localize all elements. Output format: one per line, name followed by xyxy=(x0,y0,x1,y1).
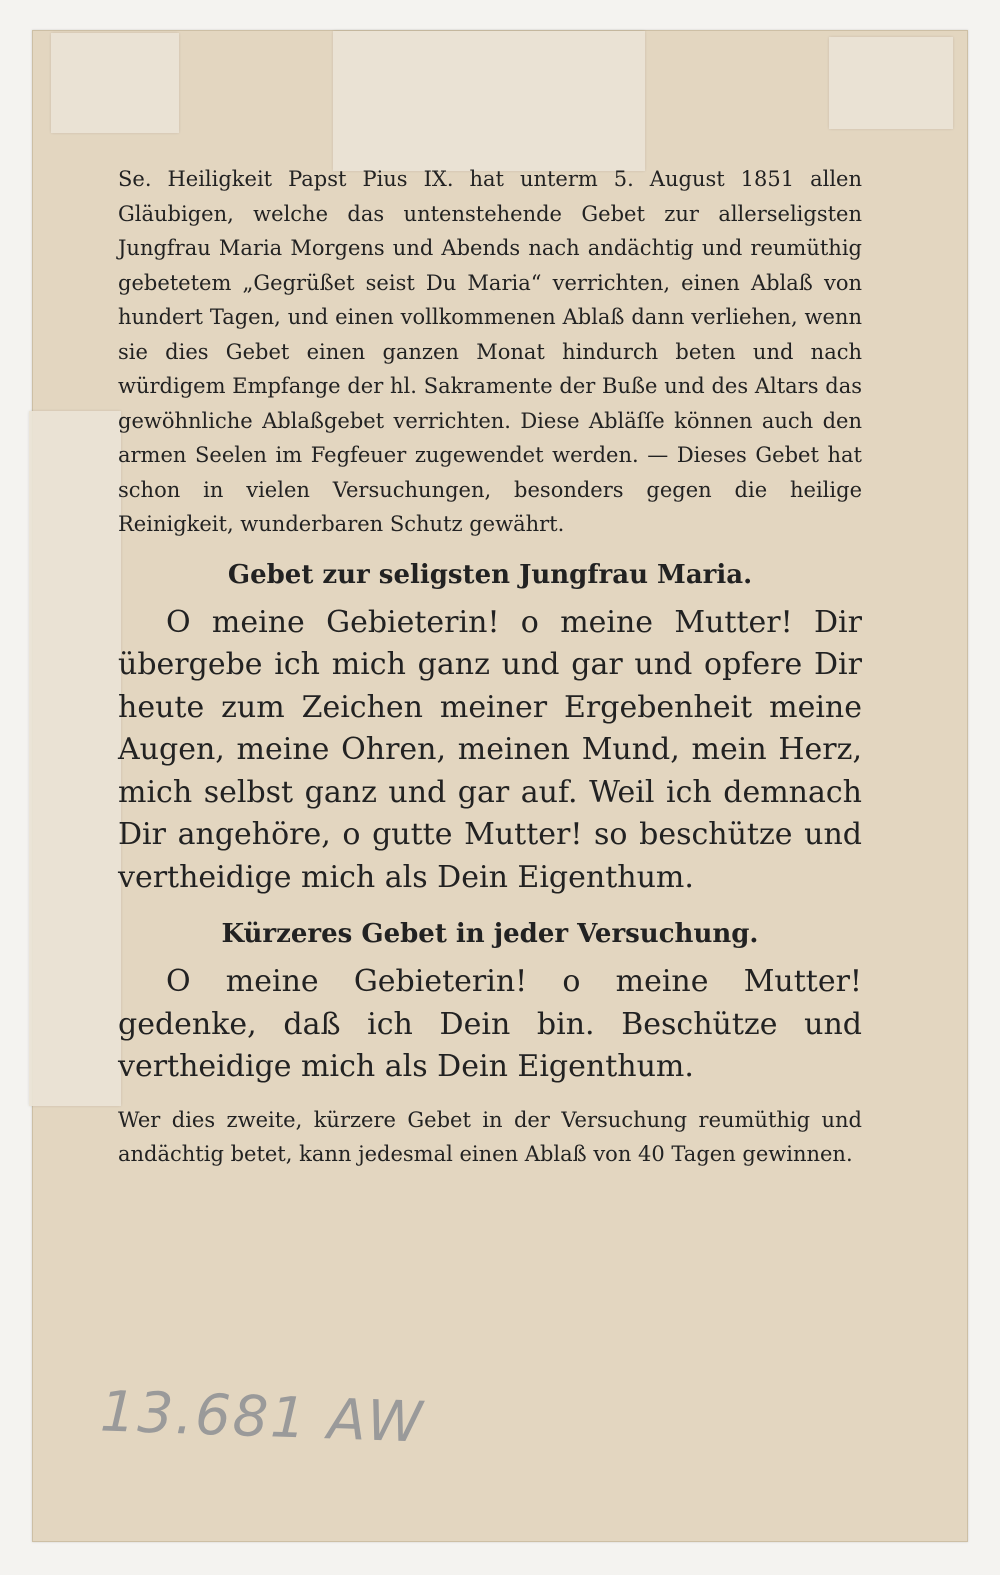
prayer1-text: O meine Gebieterin! o meine Mutter! Dir übergebe ich mich ganz und gar und opfere Dir heute zum Zeichen meiner Ergebenheit meine Augen, meine Ohren, meinen Mund, mein Herz, mich selbst ganz und gar auf. Weil ich demnach Dir angehöre, o gutte Mutter! so beschütze und vertheidige mich als Dein Eigenthum. xyxy=(118,604,862,895)
tape-strip-top-right xyxy=(829,37,953,129)
prayer2-title: Kürzeres Gebet in jeder Versuchung. xyxy=(221,919,759,949)
tape-strip-top-center xyxy=(333,31,645,171)
archive-number-handwritten: 13.681 AW xyxy=(98,1379,426,1456)
tape-strip-top-left xyxy=(51,33,179,133)
indulgence-note: Wer dies zweite, kürzere Gebet in der Versuchung reumüthig und andächtig betet, kann jedesmal einen Ablaß von 40 Tagen gewinnen. xyxy=(118,1107,862,1166)
prayer2-text: O meine Gebieterin! o meine Mutter! gedenke, daß ich Dein bin. Beschütze und vertheidige mich als Dein Eigenthum. xyxy=(118,964,862,1084)
prayer1-title: Gebet zur seligsten Jungfrau Maria. xyxy=(227,559,753,590)
tape-strip-left xyxy=(29,411,121,1106)
indulgence-intro: Se. Heiligkeit Papst Pius IX. hat unterm 5. August 1851 allen Gläubigen, welche das untenstehende Gebet zur allerseligsten Jungfrau Maria Morgens und Abends nach andächtig und reumüthig gebetetem „Gegrüßet seist Du Maria“ verrichten, einen Ablaß von hundert Tagen, und einen vollkommenen Ablaß dann verliehen, wenn sie dies Gebet einen ganzen Monat hindurch beten und nach würdigem Empfange der hl. Sakramente der Buße und des Altars das gewöhnliche Ablaßgebet verrichten. Diese Abläſſe können auch den armen Seelen im Fegfeuer zugewendet werden. — Dieses Gebet hat schon in vielen Versuchungen, besonders gegen die heilige Reinigkeit, wunderbaren Schutz gewährt. xyxy=(118,167,862,536)
prayer-card-text xyxy=(118,162,862,1171)
